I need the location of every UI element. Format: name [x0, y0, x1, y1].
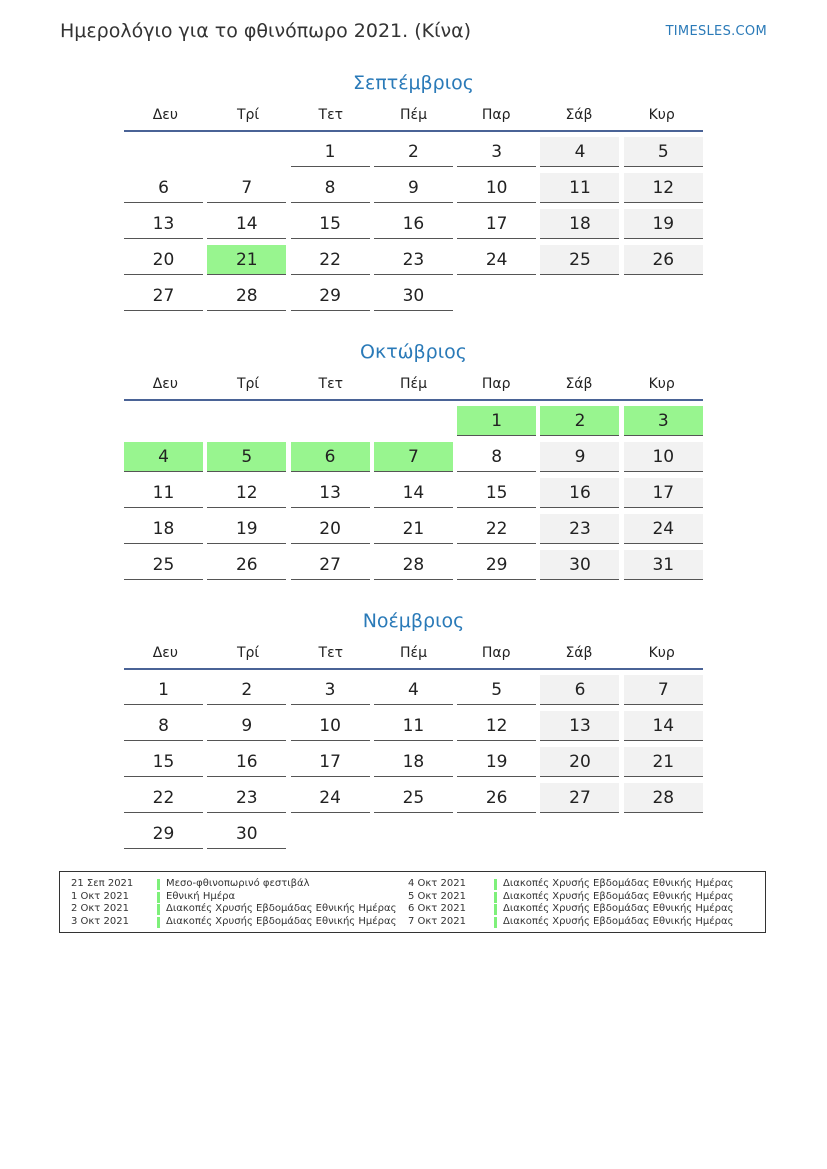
weekday-label: Τρί	[236, 376, 260, 392]
day-cell: 30	[374, 281, 453, 311]
day-cell: 21	[624, 747, 703, 777]
day-cell: 10	[457, 173, 536, 203]
day-cell: 8	[457, 442, 536, 472]
day-cell: 13	[540, 711, 619, 741]
day-cell: 27	[540, 783, 619, 813]
holiday-day-cell: 4	[124, 442, 203, 472]
day-cell: 18	[540, 209, 619, 239]
legend-row	[71, 903, 396, 916]
weekday-header	[124, 638, 703, 670]
legend-color-marker	[157, 904, 160, 915]
day-cell: 17	[457, 209, 536, 239]
day-cell: 4	[374, 675, 453, 705]
weekday-label: Τετ	[318, 376, 344, 392]
site-link[interactable]: TIMESLES.COM	[665, 24, 767, 39]
legend-color-marker	[157, 917, 160, 928]
legend-color-marker	[494, 892, 497, 903]
weekday-label: Κυρ	[648, 107, 675, 123]
month-name: Οκτώβριος	[360, 341, 467, 363]
legend-holiday-name: Μεσο-φθινοπωρινό φεστιβάλ	[166, 878, 310, 889]
day-cell: 11	[124, 478, 203, 508]
legend-holiday-name: Διακοπές Χρυσής Εβδομάδας Εθνικής Ημέρας	[503, 890, 734, 902]
day-cell: 28	[374, 550, 453, 580]
weekday-label: Κυρ	[648, 376, 675, 392]
day-cell: 15	[457, 478, 536, 508]
weekday-label: Παρ	[481, 107, 511, 123]
day-cell: 30	[540, 550, 619, 580]
weekday-label: Δευ	[152, 376, 178, 392]
legend-color-marker	[494, 917, 497, 928]
day-cell: 24	[624, 514, 703, 544]
day-cell: 1	[291, 137, 370, 167]
day-cell: 8	[124, 711, 203, 741]
day-cell: 12	[457, 711, 536, 741]
day-cell: 7	[207, 173, 286, 203]
weekday-label: Πέμ	[400, 376, 428, 392]
day-cell: 15	[124, 747, 203, 777]
legend-date: 5 Οκτ 2021	[408, 890, 466, 902]
weekday-label: Σάβ	[565, 107, 593, 123]
day-cell: 14	[374, 478, 453, 508]
weekday-label: Σάβ	[565, 376, 593, 392]
day-grid	[124, 675, 703, 855]
day-cell: 29	[291, 281, 370, 311]
holiday-day-cell: 6	[291, 442, 370, 472]
month-calendar	[124, 337, 703, 586]
day-cell: 28	[207, 281, 286, 311]
day-cell: 22	[291, 245, 370, 275]
legend-date: 21 Σεπ 2021	[71, 878, 134, 889]
holiday-day-cell: 7	[374, 442, 453, 472]
legend-color-marker	[494, 879, 497, 890]
day-cell: 23	[374, 245, 453, 275]
legend-date: 2 Οκτ 2021	[71, 903, 129, 914]
day-cell: 22	[124, 783, 203, 813]
day-cell: 17	[291, 747, 370, 777]
legend-row	[408, 903, 733, 916]
day-cell: 28	[624, 783, 703, 813]
month-name: Νοέμβριος	[362, 610, 465, 632]
day-cell: 7	[624, 675, 703, 705]
day-cell: 10	[291, 711, 370, 741]
day-grid	[124, 137, 703, 317]
legend-date: 6 Οκτ 2021	[408, 903, 466, 914]
day-cell: 9	[207, 711, 286, 741]
legend-holiday-name: Εθνική Ημέρα	[166, 890, 236, 902]
day-cell: 19	[457, 747, 536, 777]
day-cell: 3	[291, 675, 370, 705]
day-cell: 29	[124, 819, 203, 849]
legend-date: 7 Οκτ 2021	[408, 915, 466, 927]
day-cell: 26	[457, 783, 536, 813]
day-cell: 19	[207, 514, 286, 544]
day-cell: 16	[540, 478, 619, 508]
weekday-label: Πέμ	[400, 645, 428, 661]
legend-row	[71, 891, 396, 904]
day-cell: 27	[124, 281, 203, 311]
holiday-day-cell: 3	[624, 406, 703, 436]
holiday-day-cell: 5	[207, 442, 286, 472]
day-cell: 29	[457, 550, 536, 580]
day-cell: 27	[291, 550, 370, 580]
day-cell: 11	[540, 173, 619, 203]
weekday-label: Πέμ	[400, 107, 428, 123]
day-cell: 6	[124, 173, 203, 203]
day-cell: 19	[624, 209, 703, 239]
day-cell: 18	[124, 514, 203, 544]
day-cell: 15	[291, 209, 370, 239]
day-cell: 25	[374, 783, 453, 813]
day-cell: 31	[624, 550, 703, 580]
month-name: Σεπτέμβριος	[353, 72, 474, 94]
weekday-label: Δευ	[152, 107, 178, 123]
day-cell: 5	[457, 675, 536, 705]
empty-day-cell	[124, 137, 203, 167]
weekday-header	[124, 369, 703, 401]
day-cell: 26	[207, 550, 286, 580]
day-grid	[124, 406, 703, 586]
day-cell: 2	[374, 137, 453, 167]
legend-holiday-name: Διακοπές Χρυσής Εβδομάδας Εθνικής Ημέρας	[166, 915, 397, 927]
legend-row	[71, 878, 396, 891]
page-title: Ημερολόγιο για το φθινόπωρο 2021. (Κίνα)	[60, 20, 472, 42]
day-cell: 22	[457, 514, 536, 544]
day-cell: 11	[374, 711, 453, 741]
day-cell: 18	[374, 747, 453, 777]
day-cell: 21	[374, 514, 453, 544]
day-cell: 20	[124, 245, 203, 275]
day-cell: 24	[291, 783, 370, 813]
day-cell: 12	[207, 478, 286, 508]
day-cell: 4	[540, 137, 619, 167]
day-cell: 30	[207, 819, 286, 849]
legend-column-left	[71, 878, 396, 928]
day-cell: 16	[207, 747, 286, 777]
legend-color-marker	[157, 892, 160, 903]
weekday-label: Δευ	[152, 645, 178, 661]
legend-date: 3 Οκτ 2021	[71, 915, 129, 927]
day-cell: 14	[624, 711, 703, 741]
weekday-label: Κυρ	[648, 645, 675, 661]
legend-holiday-name: Διακοπές Χρυσής Εβδομάδας Εθνικής Ημέρας	[503, 903, 734, 914]
weekday-label: Τρί	[236, 107, 260, 123]
day-cell: 20	[540, 747, 619, 777]
legend-row	[71, 916, 396, 929]
empty-day-cell	[207, 137, 286, 167]
legend-row	[408, 891, 733, 904]
day-cell: 13	[291, 478, 370, 508]
day-cell: 13	[124, 209, 203, 239]
day-cell: 9	[540, 442, 619, 472]
weekday-label: Παρ	[481, 376, 511, 392]
weekday-label: Τρί	[236, 645, 260, 661]
holiday-day-cell: 1	[457, 406, 536, 436]
empty-day-cell	[291, 406, 370, 436]
weekday-label: Σάβ	[565, 645, 593, 661]
weekday-header	[124, 100, 703, 132]
empty-day-cell	[207, 406, 286, 436]
day-cell: 1	[124, 675, 203, 705]
legend-column-right	[408, 878, 733, 928]
day-cell: 23	[207, 783, 286, 813]
legend-holiday-name: Διακοπές Χρυσής Εβδομάδας Εθνικής Ημέρας	[503, 878, 734, 889]
legend-date: 1 Οκτ 2021	[71, 890, 129, 902]
legend-holiday-name: Διακοπές Χρυσής Εβδομάδας Εθνικής Ημέρας	[166, 903, 397, 914]
legend-date: 4 Οκτ 2021	[408, 878, 466, 889]
empty-day-cell	[374, 406, 453, 436]
day-cell: 17	[624, 478, 703, 508]
day-cell: 26	[624, 245, 703, 275]
legend-row	[408, 878, 733, 891]
day-cell: 9	[374, 173, 453, 203]
month-calendar	[124, 68, 703, 317]
legend-color-marker	[494, 904, 497, 915]
empty-day-cell	[124, 406, 203, 436]
day-cell: 14	[207, 209, 286, 239]
day-cell: 25	[124, 550, 203, 580]
weekday-label: Παρ	[481, 645, 511, 661]
day-cell: 10	[624, 442, 703, 472]
day-cell: 8	[291, 173, 370, 203]
holiday-day-cell: 21	[207, 245, 286, 275]
holiday-legend	[59, 871, 766, 933]
day-cell: 24	[457, 245, 536, 275]
day-cell: 16	[374, 209, 453, 239]
day-cell: 20	[291, 514, 370, 544]
month-calendar	[124, 606, 703, 855]
weekday-label: Τετ	[318, 107, 344, 123]
day-cell: 23	[540, 514, 619, 544]
legend-color-marker	[157, 879, 160, 890]
day-cell: 5	[624, 137, 703, 167]
day-cell: 25	[540, 245, 619, 275]
legend-row	[408, 916, 733, 929]
holiday-day-cell: 2	[540, 406, 619, 436]
day-cell: 3	[457, 137, 536, 167]
day-cell: 2	[207, 675, 286, 705]
day-cell: 12	[624, 173, 703, 203]
legend-holiday-name: Διακοπές Χρυσής Εβδομάδας Εθνικής Ημέρας	[503, 915, 734, 927]
weekday-label: Τετ	[318, 645, 344, 661]
day-cell: 6	[540, 675, 619, 705]
